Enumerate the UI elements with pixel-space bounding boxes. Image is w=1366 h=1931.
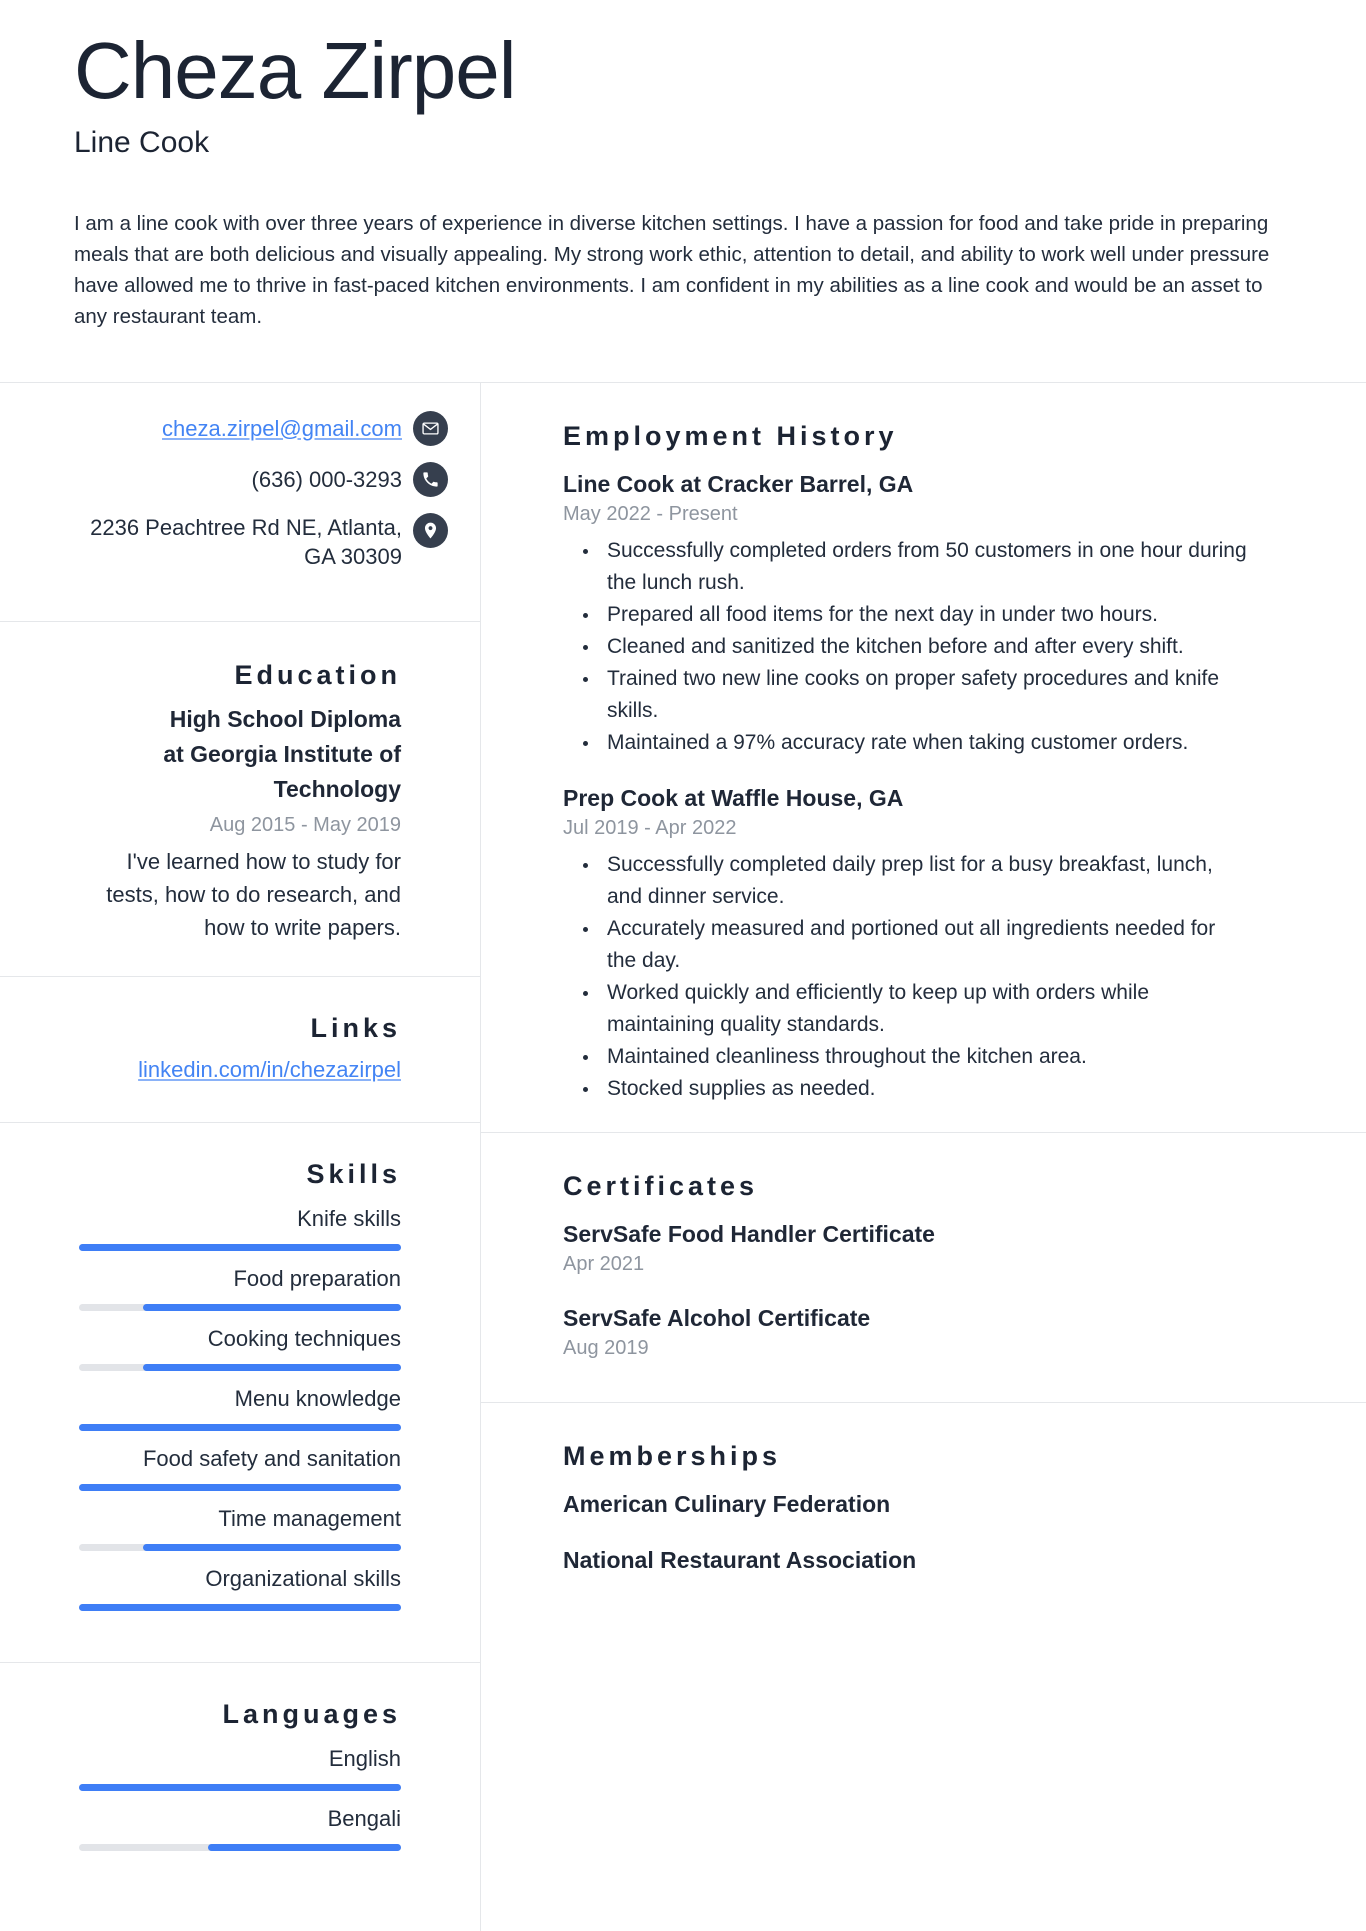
skill-item (40, 1445, 401, 1491)
location-pin-icon (413, 513, 448, 548)
phone-number: (636) 000-3293 (251, 466, 402, 492)
skill-item (40, 1385, 401, 1431)
job-bullet-text: Successfully completed daily prep list for a busy breakfast, lunch, and dinner service. (607, 853, 1213, 908)
resume-body (0, 383, 1366, 1931)
job-bullet (563, 663, 1247, 727)
skills-section (0, 1123, 480, 1663)
language-label: English (328, 1746, 401, 1771)
job-bullet-text: Prepared all food items for the next day in under two hours. (607, 603, 1158, 626)
links-section (0, 977, 480, 1123)
skill-bar (79, 1604, 401, 1611)
job-bullet-text: Cleaned and sanitized the kitchen before and after every shift. (607, 635, 1184, 658)
skill-label: Time management (218, 1506, 401, 1531)
skill-bar (79, 1304, 401, 1311)
job-bullet-text: Accurately measured and portioned out all ingredients needed for the day. (607, 917, 1216, 972)
certificates-section (481, 1133, 1366, 1403)
job-entry (563, 469, 1306, 759)
sidebar (0, 383, 481, 1931)
main-column (481, 383, 1366, 1931)
job-dates: Jul 2019 - Apr 2022 (563, 817, 737, 839)
links-heading: Links (310, 1013, 401, 1043)
memberships-heading: Memberships (563, 1441, 782, 1471)
job-bullet-text: Maintained cleanliness throughout the kitchen area. (607, 1045, 1087, 1068)
education-dates: Aug 2015 - May 2019 (209, 814, 401, 836)
skill-bar (79, 1424, 401, 1431)
education-section (0, 622, 480, 977)
certificate-title: ServSafe Alcohol Certificate (563, 1305, 871, 1331)
language-bar (79, 1784, 401, 1791)
address: 2236 Peachtree Rd NE, Atlanta, GA 30309 (90, 515, 402, 569)
envelope-icon (413, 411, 448, 446)
employment-heading: Employment History (563, 421, 898, 451)
job-bullet-text: Successfully completed orders from 50 customers in one hour during the lunch rush. (607, 539, 1247, 594)
language-item (40, 1805, 401, 1851)
skill-bar (79, 1484, 401, 1491)
skill-item (40, 1265, 401, 1311)
link-item (40, 1056, 401, 1084)
membership-entry: American Culinary Federation (563, 1491, 891, 1517)
languages-heading: Languages (222, 1699, 401, 1729)
skill-bar (79, 1544, 401, 1551)
job-bullet-list (563, 849, 1247, 1105)
phone-icon (413, 462, 448, 497)
contact-row-email (40, 411, 448, 446)
profile-summary: I am a line cook with over three years of experience in diverse kitchen settings. I have a passion for food and take pride in preparing meals that are both delicious and visually appealing. My strong work ethic, attention to detail, and ability to work well under pressure have allowed me to thrive in fast-paced kitchen environments. I am confident in my abilities as a line cook and would be an asset to any restaurant team. (74, 212, 1270, 328)
skill-bar (79, 1244, 401, 1251)
skills-heading: Skills (306, 1159, 401, 1189)
job-bullet (563, 1041, 1247, 1073)
contact-row-address (40, 513, 448, 571)
job-bullet (563, 727, 1247, 759)
candidate-job-title: Line Cook (74, 126, 210, 159)
job-title: Line Cook at Cracker Barrel, GA (563, 471, 914, 497)
email-link[interactable]: cheza.zirpel@gmail.com (162, 415, 402, 441)
language-item (40, 1745, 401, 1791)
job-bullet (563, 535, 1247, 599)
job-bullet (563, 599, 1247, 631)
job-bullet (563, 913, 1247, 977)
memberships-section (481, 1403, 1366, 1931)
education-degree: High School Diploma at Georgia Institute of Technology (163, 706, 401, 802)
employment-section (481, 383, 1366, 1133)
skill-label: Menu knowledge (234, 1386, 401, 1411)
resume-header (0, 0, 1366, 383)
membership-entry: National Restaurant Association (563, 1547, 917, 1573)
job-entry (563, 783, 1306, 1105)
job-bullet-text: Maintained a 97% accuracy rate when taking customer orders. (607, 731, 1189, 754)
job-bullet-text: Worked quickly and efficiently to keep up with orders while maintaining quality standards. (607, 981, 1150, 1036)
skill-label: Organizational skills (205, 1566, 401, 1591)
job-bullet (563, 1073, 1247, 1105)
certificate-title: ServSafe Food Handler Certificate (563, 1221, 935, 1247)
job-bullet-text: Stocked supplies as needed. (607, 1077, 876, 1100)
language-bar (79, 1844, 401, 1851)
linkedin-link[interactable]: linkedin.com/in/chezazirpel (138, 1057, 401, 1082)
education-description: I've learned how to study for tests, how to do research, and how to write papers. (106, 849, 401, 940)
certificates-heading: Certificates (563, 1171, 759, 1201)
job-title: Prep Cook at Waffle House, GA (563, 785, 904, 811)
skill-item (40, 1205, 401, 1251)
job-bullet (563, 631, 1247, 663)
certificate-date: Aug 2019 (563, 1337, 649, 1359)
skill-label: Knife skills (297, 1206, 401, 1231)
certificate-entry (563, 1219, 1306, 1277)
job-dates: May 2022 - Present (563, 503, 738, 525)
skill-item (40, 1565, 401, 1611)
candidate-name: Cheza Zirpel (74, 26, 516, 115)
education-heading: Education (234, 660, 401, 690)
skill-label: Food preparation (233, 1266, 401, 1291)
certificate-date: Apr 2021 (563, 1253, 645, 1275)
job-bullet-list (563, 535, 1247, 759)
skill-label: Food safety and sanitation (142, 1446, 401, 1471)
job-bullet (563, 849, 1247, 913)
contact-section (0, 383, 480, 622)
skill-item (40, 1505, 401, 1551)
skill-item (40, 1325, 401, 1371)
certificate-entry (563, 1303, 1306, 1361)
contact-row-phone (40, 462, 448, 497)
skill-bar (79, 1364, 401, 1371)
languages-section (0, 1663, 480, 1931)
language-label: Bengali (327, 1806, 401, 1831)
job-bullet-text: Trained two new line cooks on proper safety procedures and knife skills. (607, 667, 1220, 722)
job-bullet (563, 977, 1247, 1041)
skill-label: Cooking techniques (207, 1326, 401, 1351)
